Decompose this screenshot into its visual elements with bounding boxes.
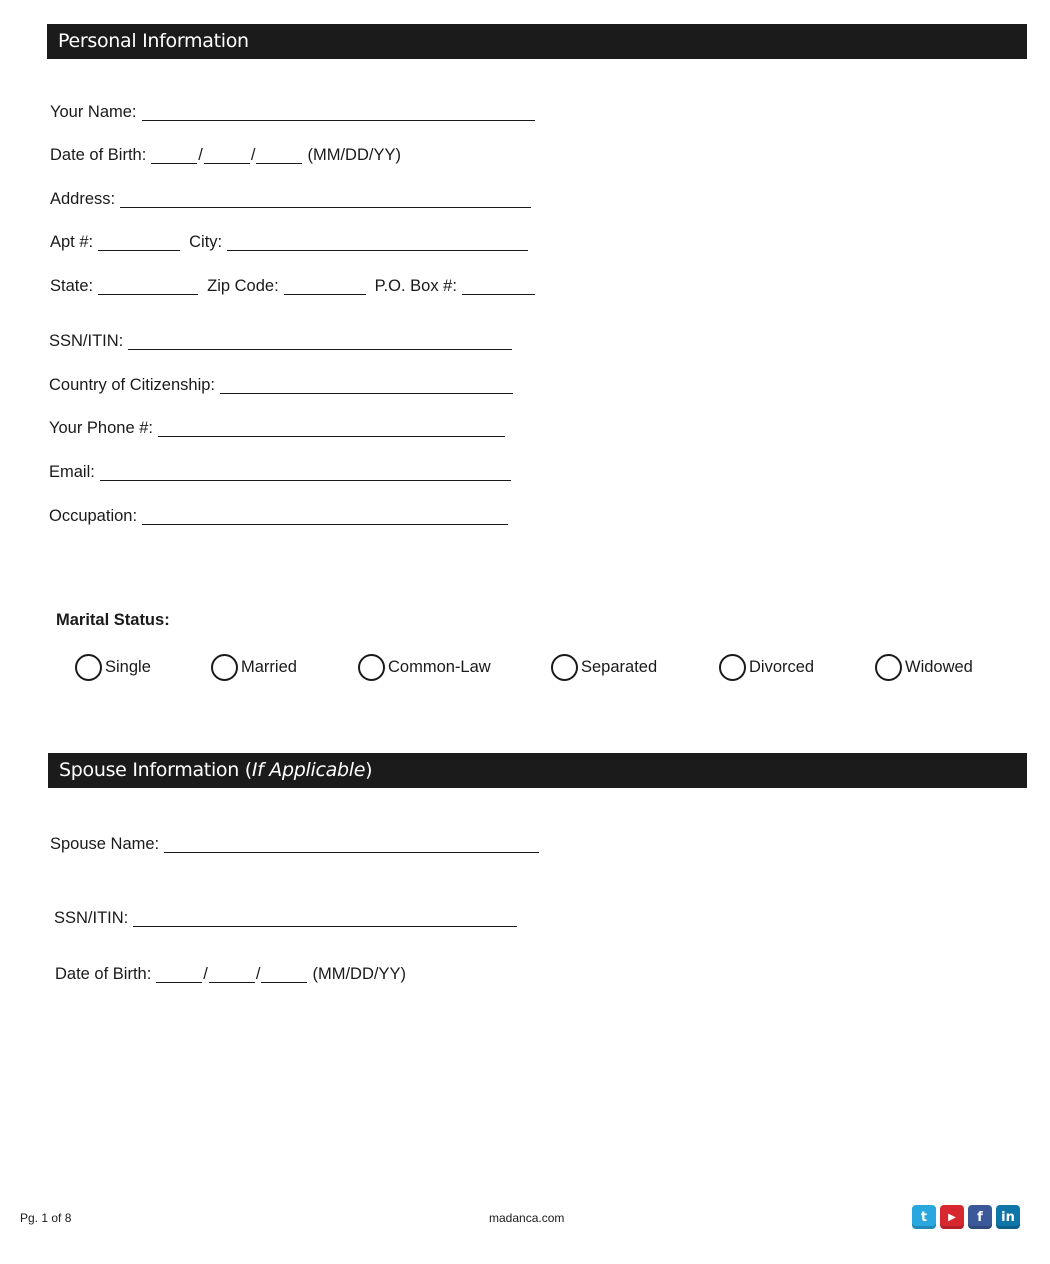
spouse-dob-row — [55, 964, 406, 984]
occupation-row — [49, 506, 508, 526]
date-slash: / — [250, 146, 256, 164]
email-input-line[interactable] — [100, 480, 511, 481]
dob-label: Date of Birth: — [50, 146, 147, 164]
phone-input-line[interactable] — [158, 436, 505, 437]
personal-info-header — [47, 24, 1027, 59]
date-slash: / — [198, 146, 203, 164]
marital-option-label: Common-Law — [388, 658, 491, 676]
marital-option-widowed[interactable] — [875, 654, 973, 681]
dob-month-line[interactable] — [151, 163, 197, 164]
state-label: State: — [50, 277, 94, 295]
spouse-ssn-input-line[interactable] — [133, 926, 517, 927]
radio-circle-icon[interactable] — [211, 654, 238, 681]
phone-label: Your Phone #: — [49, 419, 153, 437]
dob-day-line[interactable] — [204, 163, 250, 164]
citizenship-label: Country of Citizenship: — [49, 376, 215, 394]
radio-circle-icon[interactable] — [358, 654, 385, 681]
pobox-label: P.O. Box #: — [374, 277, 457, 295]
radio-circle-icon[interactable] — [719, 654, 746, 681]
occupation-input-line[interactable] — [142, 524, 508, 525]
spouse-dob-day-line[interactable] — [209, 982, 255, 983]
state-input-line[interactable] — [98, 294, 198, 295]
citizenship-input-line[interactable] — [220, 393, 513, 394]
state-zip-row — [50, 276, 535, 296]
spouse-dob-month-line[interactable] — [156, 982, 202, 983]
marital-option-married[interactable] — [211, 654, 297, 681]
twitter-icon[interactable]: t — [912, 1205, 936, 1229]
apt-label: Apt #: — [50, 233, 94, 251]
address-row — [50, 189, 531, 209]
page-number: Pg. 1 of 8 — [20, 1211, 72, 1225]
spouse-dob-year-line[interactable] — [261, 982, 307, 983]
youtube-icon[interactable]: ▶ — [940, 1205, 964, 1229]
email-row — [49, 462, 511, 482]
pobox-input-line[interactable] — [462, 294, 535, 295]
marital-option-label: Divorced — [749, 658, 815, 676]
occupation-label: Occupation: — [49, 507, 138, 525]
ssn-row — [49, 331, 512, 351]
social-links — [912, 1205, 1020, 1229]
spouse-ssn-row — [54, 908, 517, 928]
marital-status-title: Marital Status: — [56, 611, 170, 629]
city-input-line[interactable] — [227, 250, 528, 251]
zip-label: Zip Code: — [207, 277, 279, 295]
marital-option-separated[interactable] — [551, 654, 657, 681]
spouse-name-label: Spouse Name: — [50, 835, 160, 853]
name-label: Your Name: — [50, 103, 137, 121]
spouse-ssn-label: SSN/ITIN: — [54, 909, 129, 927]
date-slash: / — [255, 965, 261, 983]
apt-input-line[interactable] — [98, 250, 180, 251]
facebook-icon[interactable]: f — [968, 1205, 992, 1229]
spouse-dob-format-hint: (MM/DD/YY) — [312, 965, 406, 983]
date-slash: / — [203, 965, 208, 983]
marital-option-label: Married — [241, 658, 297, 676]
radio-circle-icon[interactable] — [875, 654, 902, 681]
spouse-info-title: Spouse Information ( — [59, 759, 252, 781]
radio-circle-icon[interactable] — [75, 654, 102, 681]
address-label: Address: — [50, 190, 116, 208]
radio-circle-icon[interactable] — [551, 654, 578, 681]
marital-option-label: Widowed — [905, 658, 973, 676]
ssn-input-line[interactable] — [128, 349, 512, 350]
apt-city-row — [50, 232, 528, 252]
marital-option-single[interactable] — [75, 654, 151, 681]
name-input-line[interactable] — [142, 120, 535, 121]
spouse-info-title-end: ) — [365, 759, 373, 781]
email-label: Email: — [49, 463, 95, 481]
name-row — [50, 102, 535, 122]
marital-option-label: Separated — [581, 658, 658, 676]
marital-option-divorced[interactable] — [719, 654, 814, 681]
dob-row — [50, 145, 401, 165]
zip-input-line[interactable] — [284, 294, 366, 295]
dob-year-line[interactable] — [256, 163, 302, 164]
spouse-dob-label: Date of Birth: — [55, 965, 152, 983]
spouse-info-header — [48, 753, 1027, 788]
dob-format-hint: (MM/DD/YY) — [307, 146, 401, 164]
city-label: City: — [189, 233, 223, 251]
spouse-info-title-italic: If Applicable — [251, 759, 366, 781]
phone-row — [49, 418, 505, 438]
personal-info-title: Personal Information — [58, 30, 249, 52]
ssn-label: SSN/ITIN: — [49, 332, 124, 350]
citizenship-row — [49, 375, 513, 395]
marital-option-common-law[interactable] — [358, 654, 491, 681]
address-input-line[interactable] — [120, 207, 531, 208]
spouse-name-input-line[interactable] — [164, 852, 539, 853]
linkedin-icon[interactable]: in — [996, 1205, 1020, 1229]
marital-option-label: Single — [105, 658, 151, 676]
spouse-name-row — [50, 834, 539, 854]
website-link[interactable]: madanca.com — [489, 1211, 565, 1225]
